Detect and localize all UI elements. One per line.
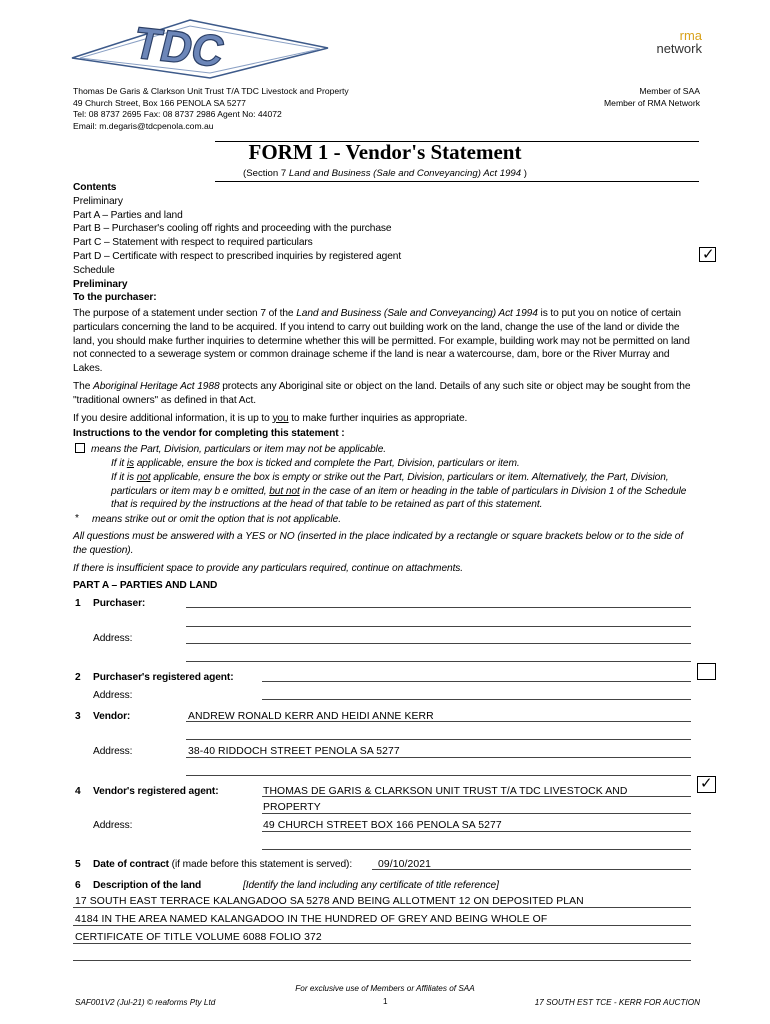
all-questions-note: All questions must be answered with a YES or NO (inserted in the place indicated by a rectangle or square brackets below or to the side of the question). — [73, 531, 684, 556]
purchaser-agent-field[interactable] — [262, 681, 691, 682]
purchaser-agent-checkbox[interactable] — [697, 663, 716, 680]
purchaser-agent-address-field[interactable] — [262, 699, 691, 700]
vendor-address-field[interactable] — [186, 757, 691, 758]
purchaser-agent-address-label: Address: — [93, 690, 133, 701]
vendor-address-value[interactable]: 38-40 RIDDOCH STREET PENOLA SA 5277 — [188, 746, 400, 757]
svg-text:TDC: TDC — [128, 18, 230, 77]
land-description-field[interactable] — [73, 907, 691, 908]
purchaser-field[interactable] — [186, 607, 691, 608]
item-number-5: 5 — [75, 859, 81, 870]
to-purchaser-heading: To the purchaser: — [73, 292, 157, 304]
contents-heading: Contents — [73, 182, 117, 193]
vendor-agent-address-field-2[interactable] — [262, 849, 691, 850]
item-number-2: 2 — [75, 672, 81, 683]
purchaser-address-label: Address: — [93, 633, 133, 644]
instructions-detail: If it is applicable, ensure the box is ticked and complete the Part, Division, particulars or item. If it is not applicable, ensure the box is empty or strike out the Part, Division, particulars or item. Alternatively, the Part, Division, particulars or item may b e omitted, but not in the case of an item or heading in the table of particulars in Division 1 of the Schedule that is required by the instructions at the head of that table to be retained as part of this statement. — [111, 458, 687, 511]
preliminary-text — [73, 307, 696, 441]
part-a-heading: PART A – PARTIES AND LAND — [73, 580, 218, 591]
star-line: means strike out or omit the option that is not applicable. — [92, 514, 341, 525]
purchaser-field-2[interactable] — [186, 626, 691, 627]
vendor-agent-field-2[interactable] — [262, 813, 691, 814]
tdc-logo — [70, 18, 332, 80]
land-description-field-3[interactable] — [73, 943, 691, 944]
item-number-3: 3 — [75, 711, 81, 722]
land-description-field-4[interactable] — [73, 960, 691, 961]
contents-item: Part C – Statement with respect to required particulars — [73, 237, 313, 249]
vendor-agent-address-field[interactable] — [262, 831, 691, 832]
vendor-label: Vendor: — [93, 711, 131, 722]
vendor-agent-address-label: Address: — [93, 820, 133, 831]
vendor-field[interactable] — [186, 721, 691, 722]
contents-item: Schedule — [73, 264, 115, 276]
vendor-value[interactable]: ANDREW RONALD KERR AND HEIDI ANNE KERR — [188, 711, 434, 722]
footer-exclusive-use: For exclusive use of Members or Affiliates of SAA — [295, 984, 475, 993]
instructions-heading: Instructions to the vendor for completing this statement : — [73, 428, 345, 440]
footer-page-number: 1 — [383, 997, 388, 1006]
land-description-note: [Identify the land including any certificate of title reference] — [243, 880, 499, 891]
contents-item: Part B – Purchaser's cooling off rights and proceeding with the purchase — [73, 223, 392, 235]
form-subtitle: (Section 7 Land and Business (Sale and Conveyancing) Act 1994 ) — [243, 168, 527, 179]
purchaser-address-field[interactable] — [186, 643, 691, 644]
vendor-agent-address-value[interactable]: 49 CHURCH STREET BOX 166 PENOLA SA 5277 — [263, 820, 502, 831]
land-description-field-2[interactable] — [73, 925, 691, 926]
preliminary-paragraph-2: The Aboriginal Heritage Act 1988 protects any Aboriginal site or object on the land. Details of any such site or object may be sought from the "traditional owners" as defined in that Act. — [73, 380, 691, 406]
contents-item: Part A – Parties and land — [73, 209, 183, 221]
form-title: FORM 1 - Vendor's Statement — [248, 140, 522, 164]
date-of-contract-field[interactable] — [372, 869, 691, 870]
contents-item: Preliminary — [73, 195, 123, 207]
footer-document-reference: 17 SOUTH EST TCE - KERR FOR AUCTION — [534, 998, 700, 1007]
vendor-agent-checkbox[interactable]: ✓ — [697, 776, 716, 793]
membership-details: Member of SAA Member of RMA Network — [604, 86, 700, 108]
land-description-line[interactable]: CERTIFICATE OF TITLE VOLUME 6088 FOLIO 372 — [75, 932, 322, 943]
preliminary-paragraph-1: The purpose of a statement under section 7 of the Land and Business (Sale and Conveyancing) Act 1994 is to put you on notice of certain particulars concerning the land to be acquired. If you intend to carry out building work on the land, change the use of the land or divide the land, you should make further inquiries to determine whether this will be permitted. For example, building work may not be permitted on land not connected to a sewerage system or common drainage scheme if the land is near a watercourse, dam, bore or the River Murray and Lakes. — [73, 308, 690, 375]
part-d-checkbox[interactable]: ✓ — [699, 247, 716, 262]
preliminary-heading: Preliminary — [73, 278, 128, 290]
insufficient-space-note: If there is insufficient space to provide any particulars required, continue on attachments. — [73, 563, 464, 574]
purchaser-agent-label: Purchaser's registered agent: — [93, 672, 234, 683]
empty-box-icon — [75, 443, 85, 453]
land-description-line[interactable]: 4184 IN THE AREA NAMED KALANGADOO IN THE HUNDRED OF GREY AND BEING WHOLE OF — [75, 914, 548, 925]
item-number-4: 4 — [75, 786, 81, 797]
star-marker: * — [75, 513, 79, 524]
footer-form-code: SAF001V2 (Jul-21) © reaforms Pty Ltd — [75, 998, 216, 1007]
item-number-6: 6 — [75, 880, 81, 891]
rma-network-logo: rma network — [656, 28, 702, 56]
contents-section — [73, 181, 693, 305]
item-number-1: 1 — [75, 598, 81, 609]
vendor-agent-value-line2[interactable]: PROPERTY — [263, 802, 321, 813]
vendor-address-field-2[interactable] — [186, 775, 691, 776]
purchaser-address-field-2[interactable] — [186, 661, 691, 662]
vendor-agent-field[interactable] — [262, 796, 691, 797]
date-of-contract-label: Date of contract (if made before this statement is served): — [93, 859, 353, 870]
contents-item: Part D – Certificate with respect to prescribed inquiries by registered agent — [73, 250, 402, 262]
land-description-label: Description of the land — [93, 880, 202, 891]
purchaser-label: Purchaser: — [93, 598, 146, 609]
vendor-agent-label: Vendor's registered agent: — [93, 786, 219, 797]
preliminary-paragraph-3: If you desire additional information, it is up to you to make further inquiries as appropriate. — [73, 412, 468, 424]
instructions-box-line: means the Part, Division, particulars or item may not be applicable. — [75, 443, 695, 457]
date-of-contract-value[interactable]: 09/10/2021 — [378, 859, 432, 870]
land-description-line[interactable]: 17 SOUTH EAST TERRACE KALANGADOO SA 5278 AND BEING ALLOTMENT 12 ON DEPOSITED PLAN — [75, 896, 584, 907]
company-details: Thomas De Garis & Clarkson Unit Trust T/A TDC Livestock and Property 49 Church Street, Box 166 PENOLA SA 5277 Tel: 08 8737 2695 Fax: 08 8737 2986 Agent No: 44072 Email: m.degaris@tdcpenola.com.au — [73, 86, 349, 131]
vendor-address-label: Address: — [93, 746, 133, 757]
vendor-field-2[interactable] — [186, 739, 691, 740]
vendor-agent-value-line1[interactable]: THOMAS DE GARIS & CLARKSON UNIT TRUST T/A TDC LIVESTOCK AND — [263, 786, 628, 797]
